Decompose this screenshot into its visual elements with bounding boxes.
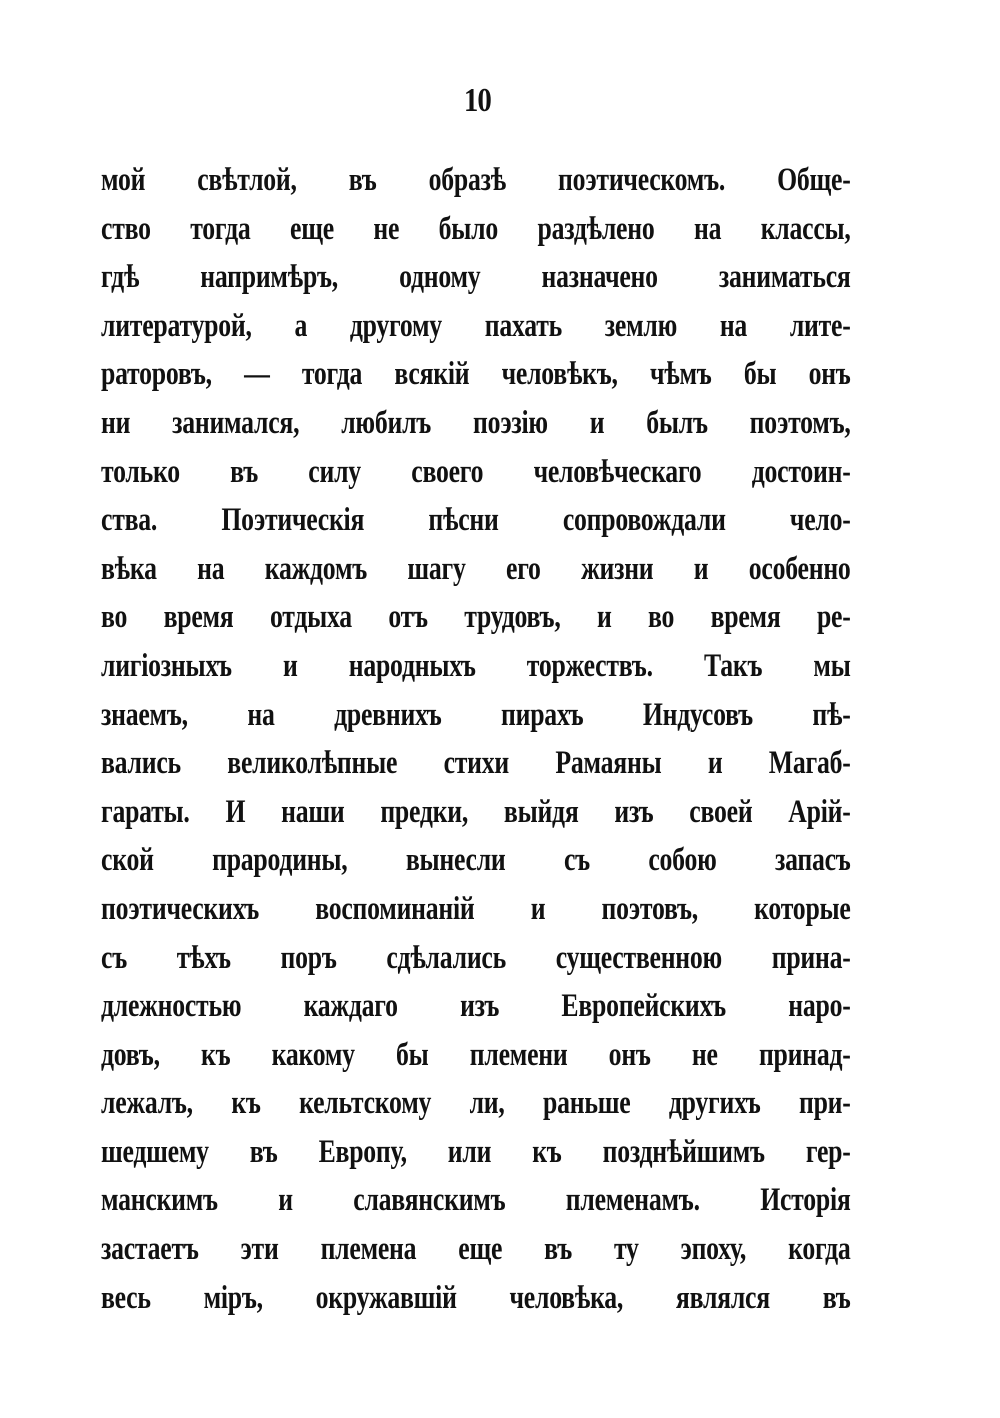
text-line: весь міръ, окружавшій человѣка, являлся въ (101, 1279, 851, 1316)
text-line: ство тогда еще не было раздѣлено на классы, (101, 210, 851, 247)
text-line: вались великолѣпные стихи Рамаяны и Магаб- (101, 745, 851, 782)
text-line: литературой, а другому пахать землю на лите- (101, 307, 851, 344)
text-line: манскимъ и славянскимъ племенамъ. Исторія (101, 1182, 851, 1219)
text-line: лигіозныхъ и народныхъ торжествъ. Такъ мы (101, 647, 851, 684)
page-number: 10 (463, 82, 492, 119)
body-text (101, 156, 851, 1322)
text-line: только въ силу своего человѣческаго достоин- (101, 453, 851, 490)
text-line: довъ, къ какому бы племени онъ не принад- (101, 1036, 851, 1073)
text-line: ской прародины, вынесли съ собою запасъ (101, 842, 851, 879)
text-line: гараты. И наши предки, выйдя изъ своей Арій- (101, 793, 851, 830)
text-line: лежалъ, къ кельтскому ли, раньше другихъ при- (101, 1085, 851, 1122)
text-line: поэтическихъ воспоминаній и поэтовъ, которые (101, 890, 851, 927)
text-line: застаетъ эти племена еще въ ту эпоху, когда (101, 1231, 851, 1268)
text-line: ства. Поэтическія пѣсни сопровождали чело- (101, 502, 851, 539)
text-line: мой свѣтлой, въ образѣ поэтическомъ. Обще- (101, 162, 851, 198)
text-line: шедшему въ Европу, или къ позднѣйшимъ гер- (101, 1133, 851, 1170)
text-line: раторовъ, — тогда всякій человѣкъ, чѣмъ бы онъ (101, 356, 851, 393)
text-line: вѣка на каждомъ шагу его жизни и особенно (101, 550, 851, 587)
text-line: гдѣ напримѣръ, одному назначено заниматься (101, 259, 851, 296)
text-line: во время отдыха отъ трудовъ, и во время ре- (101, 599, 851, 636)
text-line: ни занимался, любилъ поэзію и былъ поэтомъ, (101, 404, 851, 441)
text-line: длежностью каждаго изъ Европейскихъ наро- (101, 988, 851, 1025)
text-line: знаемъ, на древнихъ пирахъ Индусовъ пѣ- (101, 696, 851, 733)
text-line: съ тѣхъ поръ сдѣлались существенною прина- (101, 939, 851, 976)
